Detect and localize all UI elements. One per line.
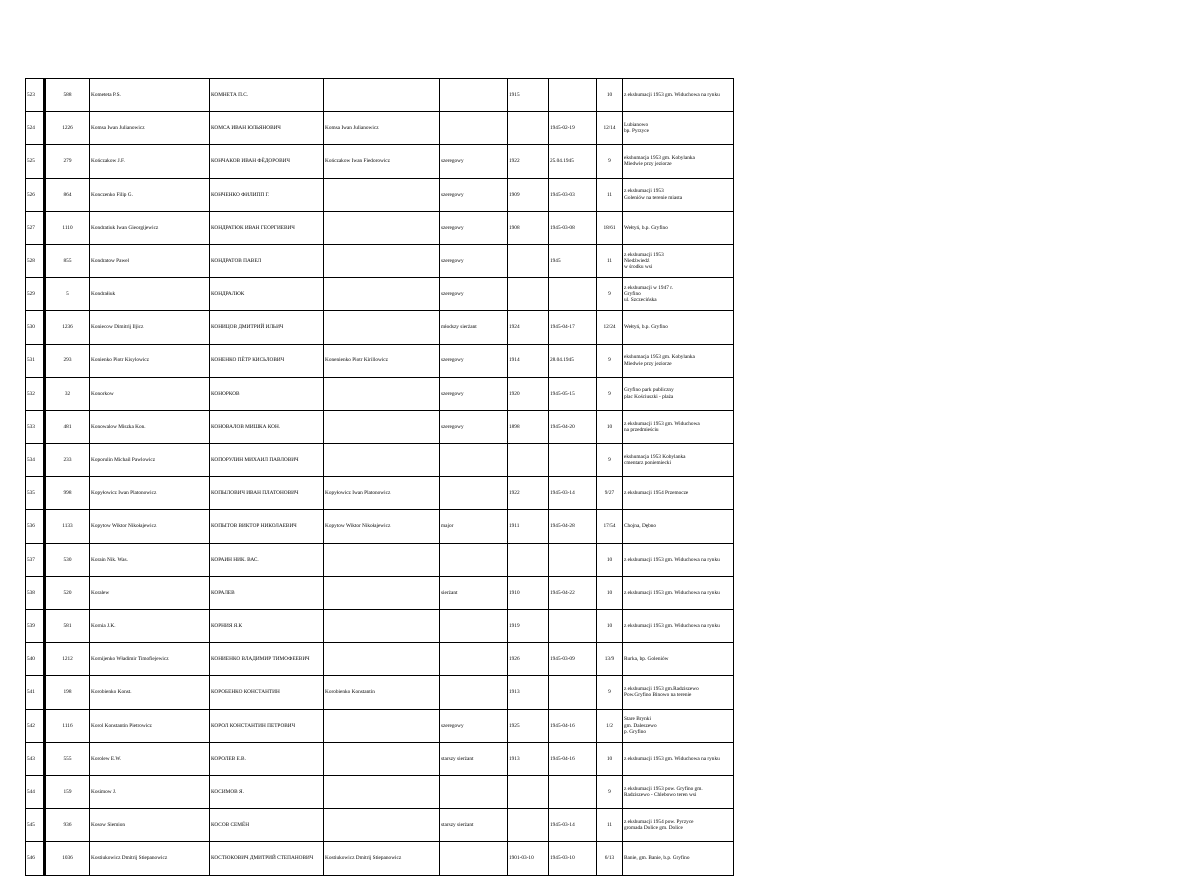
original-name-cell bbox=[324, 543, 440, 576]
record-number-cell: 1236 bbox=[45, 311, 90, 344]
original-name-cell bbox=[324, 410, 440, 443]
table-row bbox=[26, 178, 734, 211]
burial-location-cell: z ekshumacji 1953 gm. Widuchowa na rynku bbox=[623, 543, 734, 576]
original-name-cell: Kopyłowicz Iwan Platonowicz bbox=[324, 477, 440, 510]
burial-number-cell: 10 bbox=[597, 610, 623, 643]
latin-name-cell: Korol Konstantin Pietrowicz bbox=[90, 709, 210, 742]
original-name-cell: Kopytow Wiktor Nikołajewicz bbox=[324, 510, 440, 543]
burial-location-cell: ekshumacja 1953 gm. Kobylanka Miedwie przy jeziorze bbox=[623, 145, 734, 178]
rank-cell bbox=[440, 79, 508, 112]
latin-name-cell: Komsa Iwan Julianowicz bbox=[90, 112, 210, 145]
death-date-cell: 1945-02-19 bbox=[549, 112, 597, 145]
row-number-cell: 546 bbox=[26, 842, 45, 875]
cyrillic-name-cell: КОРОЛЕВ Е.В. bbox=[210, 742, 324, 775]
latin-name-cell: Kornijenko Władimir Timofiejewicz bbox=[90, 643, 210, 676]
table-row bbox=[26, 842, 734, 875]
record-number-cell: 1212 bbox=[45, 643, 90, 676]
rank-cell: szeregowy bbox=[440, 145, 508, 178]
latin-name-cell: Kończakow J.F. bbox=[90, 145, 210, 178]
record-number-cell: 481 bbox=[45, 410, 90, 443]
cyrillic-name-cell: КОСТЮКОВИЧ ДМИТРИЙ СТЕПАНОВИЧ bbox=[210, 842, 324, 875]
latin-name-cell: Kopyłowicz Iwan Platonowicz bbox=[90, 477, 210, 510]
row-number-cell: 530 bbox=[26, 311, 45, 344]
birth-year-cell: 1910 bbox=[508, 576, 549, 609]
birth-year-cell: 1924 bbox=[508, 311, 549, 344]
cyrillic-name-cell: КОСОВ СЕМЁН bbox=[210, 809, 324, 842]
death-date-cell: 1945-04-16 bbox=[549, 742, 597, 775]
burial-location-cell: Lubianowo bp. Pyrzyce bbox=[623, 112, 734, 145]
cyrillic-name-cell: КОПОРУЛИН МИХАИЛ ПАВЛОВИЧ bbox=[210, 444, 324, 477]
record-number-cell: 1226 bbox=[45, 112, 90, 145]
cyrillic-name-cell: КОНОВАЛОВ МИШКА КОН. bbox=[210, 410, 324, 443]
original-name-cell bbox=[324, 643, 440, 676]
birth-year-cell: 1920 bbox=[508, 377, 549, 410]
rank-cell: szeregowy bbox=[440, 377, 508, 410]
record-number-cell: 530 bbox=[45, 543, 90, 576]
burial-location-cell: z ekshumacji 1953 Goleniów na terenie miasta bbox=[623, 178, 734, 211]
record-number-cell: 864 bbox=[45, 178, 90, 211]
row-number-cell: 539 bbox=[26, 610, 45, 643]
table-row bbox=[26, 676, 734, 709]
record-number-cell: 581 bbox=[45, 610, 90, 643]
death-date-cell: 1945-03-08 bbox=[549, 211, 597, 244]
record-number-cell: 1036 bbox=[45, 842, 90, 875]
row-number-cell: 538 bbox=[26, 576, 45, 609]
rank-cell: szeregowy bbox=[440, 344, 508, 377]
cyrillic-name-cell: КОНИЦОВ ДМИТРИЙ ИЛЬИЧ bbox=[210, 311, 324, 344]
birth-year-cell: 1925 bbox=[508, 709, 549, 742]
latin-name-cell: Koralew bbox=[90, 576, 210, 609]
record-number-cell: 32 bbox=[45, 377, 90, 410]
death-date-cell: 1945-03-14 bbox=[549, 477, 597, 510]
death-date-cell: 28.04.1945 bbox=[549, 344, 597, 377]
burial-location-cell: Wełtyń, b.p. Gryfino bbox=[623, 311, 734, 344]
death-date-cell: 1945-03-14 bbox=[549, 809, 597, 842]
record-number-cell: 159 bbox=[45, 775, 90, 808]
rank-cell bbox=[440, 610, 508, 643]
burial-number-cell: 9/27 bbox=[597, 477, 623, 510]
birth-year-cell: 1909 bbox=[508, 178, 549, 211]
row-number-cell: 524 bbox=[26, 112, 45, 145]
original-name-cell bbox=[324, 211, 440, 244]
rank-cell bbox=[440, 842, 508, 875]
death-date-cell: 1945 bbox=[549, 244, 597, 277]
birth-year-cell: 1914 bbox=[508, 344, 549, 377]
row-number-cell: 531 bbox=[26, 344, 45, 377]
table-row bbox=[26, 278, 734, 311]
birth-year-cell: 1913 bbox=[508, 676, 549, 709]
table-row bbox=[26, 211, 734, 244]
record-number-cell: 998 bbox=[45, 477, 90, 510]
latin-name-cell: Kornia J.K. bbox=[90, 610, 210, 643]
original-name-cell: Kończakow Iwan Fiedorowicz bbox=[324, 145, 440, 178]
rank-cell: szeregowy bbox=[440, 178, 508, 211]
death-date-cell bbox=[549, 79, 597, 112]
table-row bbox=[26, 377, 734, 410]
table-row bbox=[26, 576, 734, 609]
row-number-cell: 532 bbox=[26, 377, 45, 410]
latin-name-cell: Korain Nik. Was. bbox=[90, 543, 210, 576]
death-date-cell: 25.04.1945 bbox=[549, 145, 597, 178]
rank-cell: młodszy sierżant bbox=[440, 311, 508, 344]
table-row bbox=[26, 610, 734, 643]
table-row bbox=[26, 543, 734, 576]
latin-name-cell: Kostiukowicz Dmitrij Stiepanowicz bbox=[90, 842, 210, 875]
original-name-cell bbox=[324, 178, 440, 211]
original-name-cell: Kostiukowicz Dmitrij Stiepanowicz bbox=[324, 842, 440, 875]
table-row bbox=[26, 709, 734, 742]
latin-name-cell: Kondrałiuk bbox=[90, 278, 210, 311]
burial-location-cell: z ekshumacji 1953 gm. Widuchowa na przedmieściu bbox=[623, 410, 734, 443]
burial-location-cell: ekshumacja 1953 gm. Kobylanka Miedwie przy jeziorze bbox=[623, 344, 734, 377]
row-number-cell: 534 bbox=[26, 444, 45, 477]
latin-name-cell: Kometeta P.S. bbox=[90, 79, 210, 112]
burial-register-table bbox=[25, 78, 734, 876]
cyrillic-name-cell: КОРОБЕНКО КОНСТАНТИН bbox=[210, 676, 324, 709]
rank-cell: szeregowy bbox=[440, 278, 508, 311]
burial-number-cell: 11 bbox=[597, 178, 623, 211]
latin-name-cell: Kopytow Wiktor Nikołajewicz bbox=[90, 510, 210, 543]
burial-number-cell: 10 bbox=[597, 410, 623, 443]
burial-number-cell: 9 bbox=[597, 444, 623, 477]
table-row bbox=[26, 444, 734, 477]
row-number-cell: 535 bbox=[26, 477, 45, 510]
table-row bbox=[26, 244, 734, 277]
cyrillic-name-cell: КОНЧАКОВ ИВАН ФЁДОРОВИЧ bbox=[210, 145, 324, 178]
original-name-cell bbox=[324, 444, 440, 477]
burial-number-cell: 17/54 bbox=[597, 510, 623, 543]
death-date-cell bbox=[549, 676, 597, 709]
row-number-cell: 540 bbox=[26, 643, 45, 676]
original-name-cell bbox=[324, 610, 440, 643]
record-number-cell: 555 bbox=[45, 742, 90, 775]
record-number-cell: 1116 bbox=[45, 709, 90, 742]
burial-location-cell: Gryfino park publiczny plac Kościuszki - plaża bbox=[623, 377, 734, 410]
table-row bbox=[26, 809, 734, 842]
latin-name-cell: Kondratiuk Iwan Gieorgijewicz bbox=[90, 211, 210, 244]
burial-number-cell: 10 bbox=[597, 576, 623, 609]
original-name-cell bbox=[324, 809, 440, 842]
birth-year-cell bbox=[508, 244, 549, 277]
birth-year-cell: 1922 bbox=[508, 145, 549, 178]
rank-cell: szeregowy bbox=[440, 244, 508, 277]
table-row bbox=[26, 775, 734, 808]
death-date-cell: 1945-05-15 bbox=[549, 377, 597, 410]
record-number-cell: 520 bbox=[45, 576, 90, 609]
death-date-cell: 1945-04-28 bbox=[549, 510, 597, 543]
original-name-cell bbox=[324, 244, 440, 277]
table-row bbox=[26, 79, 734, 112]
burial-location-cell: Stare Brynki gm. Daleszewo p. Gryfino bbox=[623, 709, 734, 742]
burial-number-cell: 12/24 bbox=[597, 311, 623, 344]
record-number-cell: 855 bbox=[45, 244, 90, 277]
burial-number-cell: 10 bbox=[597, 79, 623, 112]
latin-name-cell: Kondratow Pawel bbox=[90, 244, 210, 277]
rank-cell: major bbox=[440, 510, 508, 543]
rank-cell bbox=[440, 775, 508, 808]
record-number-cell: 1110 bbox=[45, 211, 90, 244]
burial-location-cell: z ekshumacji 1953 gm. Widuchowa na rynku bbox=[623, 742, 734, 775]
rank-cell bbox=[440, 444, 508, 477]
record-number-cell: 293 bbox=[45, 344, 90, 377]
rank-cell: starszy sierżant bbox=[440, 809, 508, 842]
latin-name-cell: Koporulin Michail Pawlowicz bbox=[90, 444, 210, 477]
burial-number-cell: 6/13 bbox=[597, 842, 623, 875]
birth-year-cell bbox=[508, 809, 549, 842]
death-date-cell: 1945-03-10 bbox=[549, 842, 597, 875]
rank-cell: sierżant bbox=[440, 576, 508, 609]
record-number-cell: 198 bbox=[45, 676, 90, 709]
row-number-cell: 527 bbox=[26, 211, 45, 244]
original-name-cell bbox=[324, 742, 440, 775]
rank-cell bbox=[440, 676, 508, 709]
cyrillic-name-cell: КОНДРАТОВ ПАВЕЛ bbox=[210, 244, 324, 277]
rank-cell bbox=[440, 643, 508, 676]
original-name-cell bbox=[324, 79, 440, 112]
record-number-cell: 936 bbox=[45, 809, 90, 842]
birth-year-cell: 1919 bbox=[508, 610, 549, 643]
burial-number-cell: 1/2 bbox=[597, 709, 623, 742]
cyrillic-name-cell: КОМСА ИВАН ЮЛЬЯНОВИЧ bbox=[210, 112, 324, 145]
burial-location-cell: z ekshumacji 1953 Niedźwiedź w środku wsi bbox=[623, 244, 734, 277]
latin-name-cell: Konorkow bbox=[90, 377, 210, 410]
birth-year-cell: 1926 bbox=[508, 643, 549, 676]
birth-year-cell bbox=[508, 775, 549, 808]
burial-location-cell: ekshumacja 1953 Kobylanka cmentarz poniemiecki bbox=[623, 444, 734, 477]
birth-year-cell: 1898 bbox=[508, 410, 549, 443]
latin-name-cell: Korobienko Konst. bbox=[90, 676, 210, 709]
burial-location-cell: z ekshumacji 1954 pow. Pyrzyce gromada Dolice gm. Dolice bbox=[623, 809, 734, 842]
record-number-cell: 279 bbox=[45, 145, 90, 178]
burial-location-cell: z ekshumacji w 1947 r. Gryfino ul. Szczecińska bbox=[623, 278, 734, 311]
death-date-cell bbox=[549, 444, 597, 477]
birth-year-cell bbox=[508, 444, 549, 477]
row-number-cell: 542 bbox=[26, 709, 45, 742]
original-name-cell bbox=[324, 709, 440, 742]
latin-name-cell: Kosimow J. bbox=[90, 775, 210, 808]
birth-year-cell bbox=[508, 543, 549, 576]
death-date-cell: 1945-04-20 bbox=[549, 410, 597, 443]
burial-location-cell: z ekshumacji 1953 gm. Widuchowa na rynku bbox=[623, 610, 734, 643]
birth-year-cell: 1922 bbox=[508, 477, 549, 510]
death-date-cell bbox=[549, 543, 597, 576]
table-row bbox=[26, 311, 734, 344]
burial-location-cell: z ekshumacji 1953 gm. Widuchowa na rynku bbox=[623, 79, 734, 112]
rank-cell: szeregowy bbox=[440, 211, 508, 244]
table-body bbox=[26, 79, 734, 876]
birth-year-cell: 1915 bbox=[508, 79, 549, 112]
record-number-cell: 5 bbox=[45, 278, 90, 311]
latin-name-cell: Konowalow Miszka Kon. bbox=[90, 410, 210, 443]
burial-location-cell: z ekshumacji 1953 pow. Gryfino gm. Radziszewo - Chlebowo teren wsi bbox=[623, 775, 734, 808]
burial-location-cell: Rurka, bp. Goleniów bbox=[623, 643, 734, 676]
latin-name-cell: Koniecow Dimitrij Iljicz bbox=[90, 311, 210, 344]
burial-number-cell: 10 bbox=[597, 543, 623, 576]
table-row bbox=[26, 112, 734, 145]
row-number-cell: 525 bbox=[26, 145, 45, 178]
row-number-cell: 543 bbox=[26, 742, 45, 775]
record-number-cell: 588 bbox=[45, 79, 90, 112]
row-number-cell: 533 bbox=[26, 410, 45, 443]
burial-number-cell: 9 bbox=[597, 278, 623, 311]
cyrillic-name-cell: КОНОРКОВ bbox=[210, 377, 324, 410]
table-row bbox=[26, 477, 734, 510]
original-name-cell bbox=[324, 775, 440, 808]
cyrillic-name-cell: КОНЧЕНКО ФИЛИПП Г. bbox=[210, 178, 324, 211]
death-date-cell: 1945-04-16 bbox=[549, 709, 597, 742]
original-name-cell bbox=[324, 311, 440, 344]
burial-number-cell: 9 bbox=[597, 344, 623, 377]
burial-location-cell: Wełtyń, b.p. Gryfino bbox=[623, 211, 734, 244]
death-date-cell: 1945-04-17 bbox=[549, 311, 597, 344]
rank-cell: szeregowy bbox=[440, 709, 508, 742]
cyrillic-name-cell: КОСИМОВ Я. bbox=[210, 775, 324, 808]
burial-number-cell: 18/61 bbox=[597, 211, 623, 244]
cyrillic-name-cell: КОРАИН НИК. ВАС. bbox=[210, 543, 324, 576]
death-date-cell bbox=[549, 775, 597, 808]
original-name-cell: Komsa Iwan Julianowicz bbox=[324, 112, 440, 145]
row-number-cell: 541 bbox=[26, 676, 45, 709]
original-name-cell: Korobienko Konstantin bbox=[324, 676, 440, 709]
record-number-cell: 1133 bbox=[45, 510, 90, 543]
burial-number-cell: 13/9 bbox=[597, 643, 623, 676]
table-row bbox=[26, 145, 734, 178]
burial-number-cell: 9 bbox=[597, 676, 623, 709]
burial-number-cell: 11 bbox=[597, 809, 623, 842]
cyrillic-name-cell: КОМНЕТА П.С. bbox=[210, 79, 324, 112]
cyrillic-name-cell: КОПЫЛОВИЧ ИВАН ПЛАТОНОВИЧ bbox=[210, 477, 324, 510]
birth-year-cell: 1901-03-10 bbox=[508, 842, 549, 875]
table-row bbox=[26, 410, 734, 443]
row-number-cell: 537 bbox=[26, 543, 45, 576]
burial-number-cell: 12/14 bbox=[597, 112, 623, 145]
rank-cell bbox=[440, 477, 508, 510]
cyrillic-name-cell: КОРОЛ КОНСТАНТИН ПЕТРОВИЧ bbox=[210, 709, 324, 742]
birth-year-cell: 1913 bbox=[508, 742, 549, 775]
burial-location-cell: z ekshumacji 1953 gm. Widuchowa na rynku bbox=[623, 576, 734, 609]
rank-cell: szeregowy bbox=[440, 410, 508, 443]
row-number-cell: 544 bbox=[26, 775, 45, 808]
latin-name-cell: Korolew E.W. bbox=[90, 742, 210, 775]
latin-name-cell: Kosow Siemion bbox=[90, 809, 210, 842]
cyrillic-name-cell: КОНИЕНКО ВЛАДИМИР ТИМОФЕЕВИЧ bbox=[210, 643, 324, 676]
cyrillic-name-cell: КОНЕНКО ПЁТР КИСЬЛОВИЧ bbox=[210, 344, 324, 377]
row-number-cell: 536 bbox=[26, 510, 45, 543]
burial-location-cell: Chojna, Dębno bbox=[623, 510, 734, 543]
table-row bbox=[26, 510, 734, 543]
burial-number-cell: 9 bbox=[597, 775, 623, 808]
burial-location-cell: z ekshumacji 1953 gm.Radziszewo Pow.Gryfino Binowo na terenie bbox=[623, 676, 734, 709]
burial-location-cell: Banie, gm. Banie, b.p. Gryfino bbox=[623, 842, 734, 875]
cyrillic-name-cell: КОНДРАЛЮК bbox=[210, 278, 324, 311]
table-row bbox=[26, 742, 734, 775]
rank-cell bbox=[440, 543, 508, 576]
latin-name-cell: Konczenko Filip G. bbox=[90, 178, 210, 211]
row-number-cell: 545 bbox=[26, 809, 45, 842]
original-name-cell bbox=[324, 278, 440, 311]
cyrillic-name-cell: КОРНИЯ Я.К bbox=[210, 610, 324, 643]
original-name-cell bbox=[324, 576, 440, 609]
row-number-cell: 528 bbox=[26, 244, 45, 277]
row-number-cell: 529 bbox=[26, 278, 45, 311]
burial-location-cell: z ekshumacji 1954 Przemocze bbox=[623, 477, 734, 510]
birth-year-cell bbox=[508, 278, 549, 311]
rank-cell bbox=[440, 112, 508, 145]
row-number-cell: 526 bbox=[26, 178, 45, 211]
table-row bbox=[26, 643, 734, 676]
death-date-cell bbox=[549, 278, 597, 311]
original-name-cell bbox=[324, 377, 440, 410]
burial-number-cell: 9 bbox=[597, 145, 623, 178]
cyrillic-name-cell: КОПЫТОВ ВИКТОР НИКОЛАЕВИЧ bbox=[210, 510, 324, 543]
table-row bbox=[26, 344, 734, 377]
death-date-cell: 1945-04-22 bbox=[549, 576, 597, 609]
row-number-cell: 523 bbox=[26, 79, 45, 112]
rank-cell: starszy sierżant bbox=[440, 742, 508, 775]
burial-number-cell: 9 bbox=[597, 377, 623, 410]
birth-year-cell: 1908 bbox=[508, 211, 549, 244]
birth-year-cell: 1911 bbox=[508, 510, 549, 543]
cyrillic-name-cell: КОРАЛЕВ bbox=[210, 576, 324, 609]
record-number-cell: 233 bbox=[45, 444, 90, 477]
burial-number-cell: 10 bbox=[597, 742, 623, 775]
death-date-cell: 1945-03-03 bbox=[549, 178, 597, 211]
death-date-cell bbox=[549, 610, 597, 643]
latin-name-cell: Konienko Piotr Kisylowicz bbox=[90, 344, 210, 377]
cyrillic-name-cell: КОНДРАТЮК ИВАН ГЕОРГИЕВИЧ bbox=[210, 211, 324, 244]
death-date-cell: 1945-03-09 bbox=[549, 643, 597, 676]
burial-number-cell: 11 bbox=[597, 244, 623, 277]
birth-year-cell bbox=[508, 112, 549, 145]
original-name-cell: Konenienko Piotr Kirillowicz bbox=[324, 344, 440, 377]
